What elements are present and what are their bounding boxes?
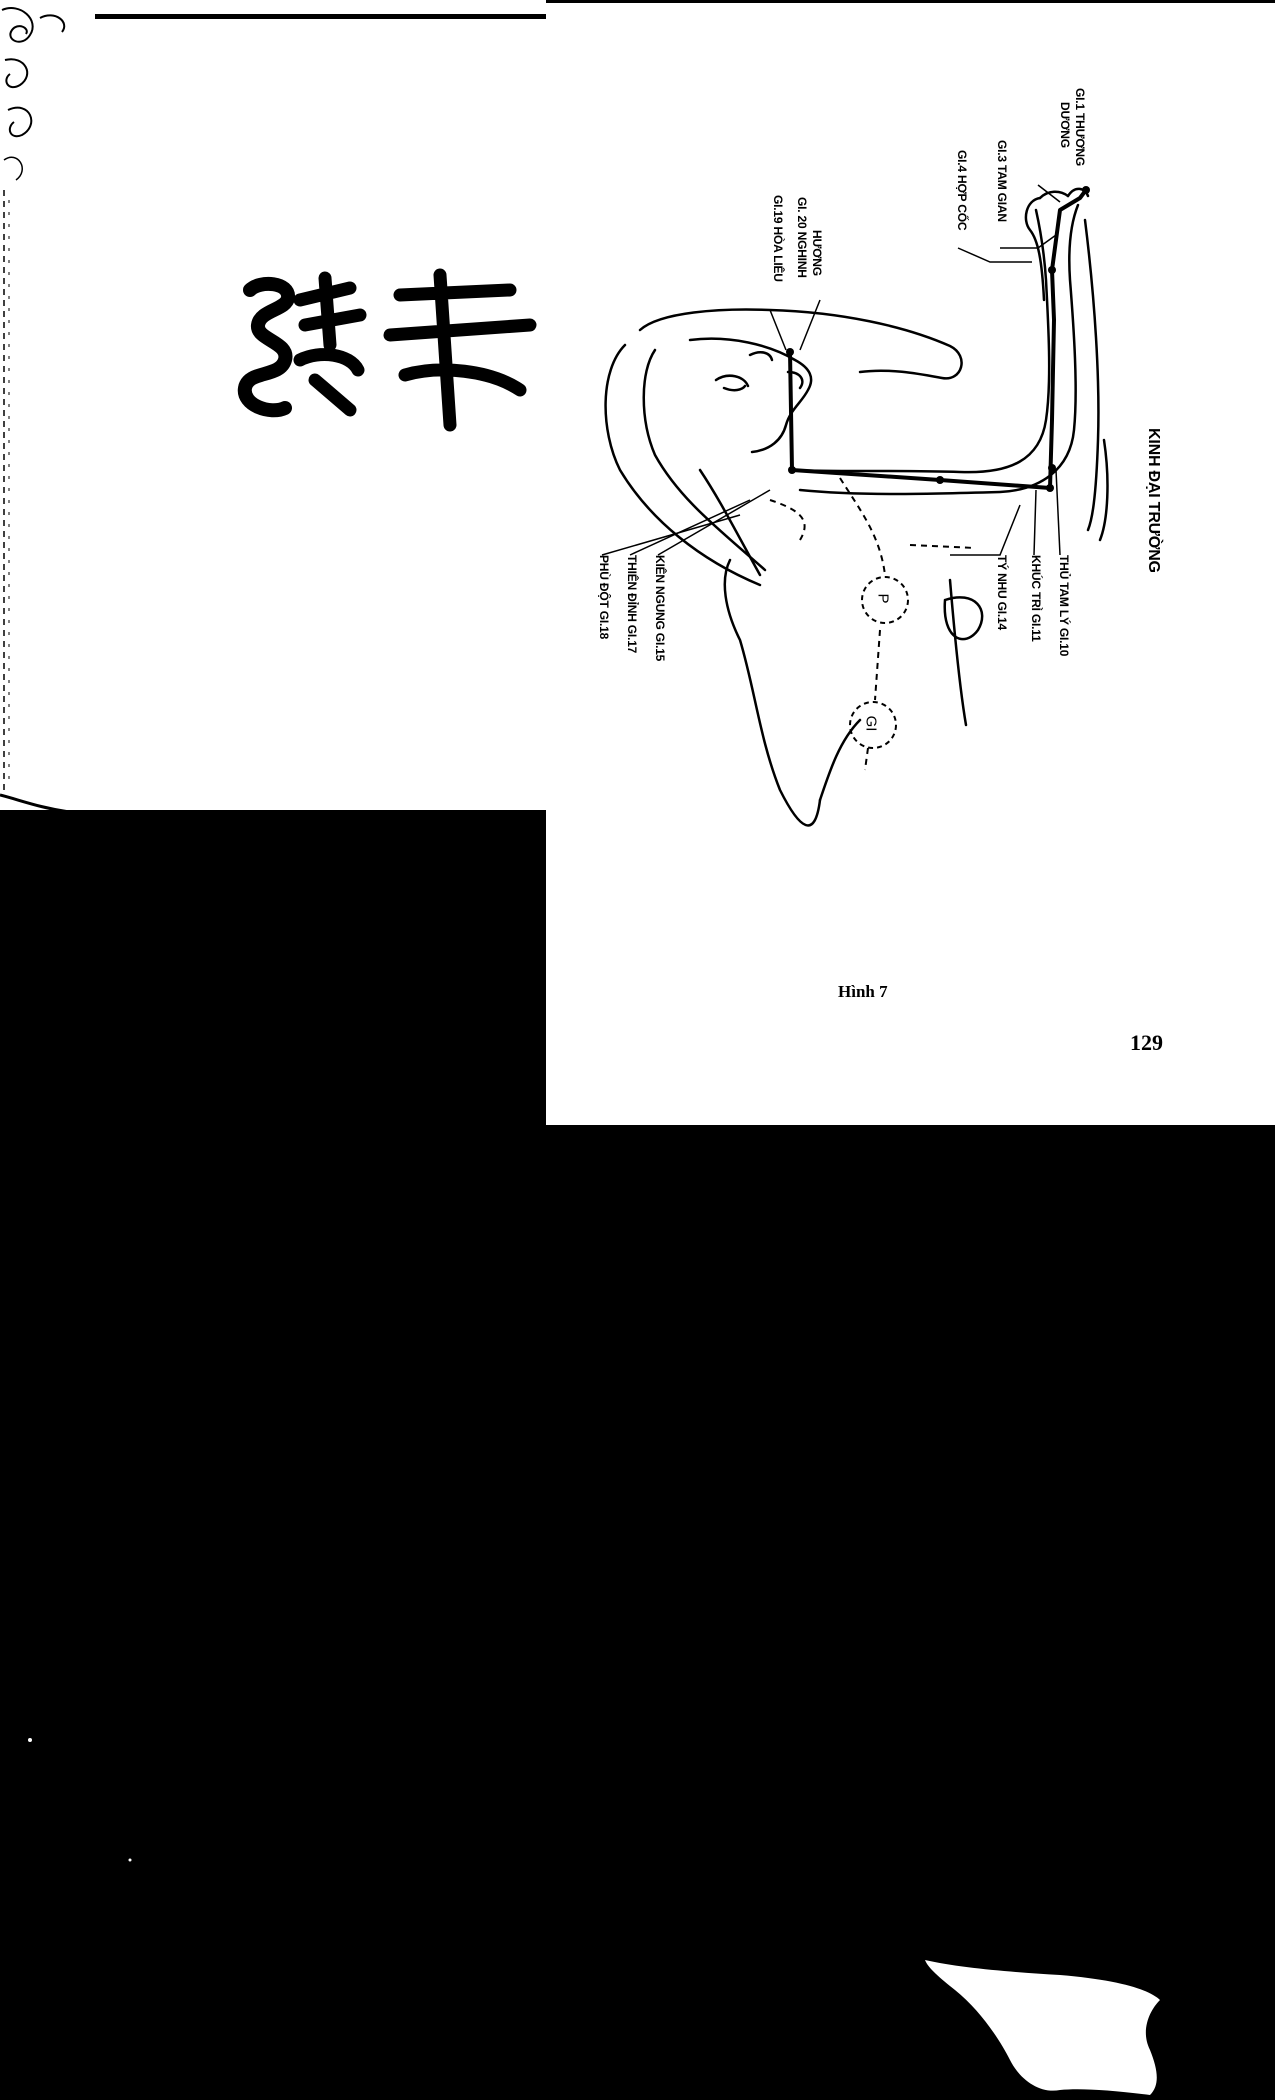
label-gi1-line2: DƯƠNG bbox=[1058, 102, 1072, 148]
label-gi20-line1: GI. 20 NGHINH bbox=[795, 197, 809, 278]
label-gi18: PHÙ ĐỘT GI.18 bbox=[597, 555, 611, 640]
figure-caption: Hình 7 bbox=[838, 982, 888, 1001]
node-p-label: P bbox=[874, 593, 892, 604]
page-number: 129 bbox=[1130, 1030, 1163, 1055]
figure-title: KINH ĐẠI TRƯỜNG bbox=[1145, 428, 1162, 573]
node-gi-label: GI bbox=[862, 715, 880, 732]
label-gi14: TÝ NHU GI.14 bbox=[995, 555, 1009, 630]
label-gi3: GI.3 TAM GIAN bbox=[995, 140, 1009, 222]
label-gi10: THỦ TAM LÝ GI.10 bbox=[1057, 555, 1071, 657]
label-gi1-line1: GI.1 THƯƠNG bbox=[1073, 88, 1087, 166]
label-gi20-line2: HƯƠNG bbox=[810, 230, 824, 276]
label-gi15: KIÊN NGUNG GI.15 bbox=[653, 555, 667, 662]
label-gi17: THIÊN ĐỈNH GI.17 bbox=[625, 555, 639, 654]
label-gi4: GI.4 HỢP CỐC bbox=[955, 150, 969, 231]
label-gi19: GI.19 HÒA LIÊU bbox=[771, 195, 785, 282]
label-gi11: KHÚC TRÌ GI.11 bbox=[1029, 555, 1043, 642]
